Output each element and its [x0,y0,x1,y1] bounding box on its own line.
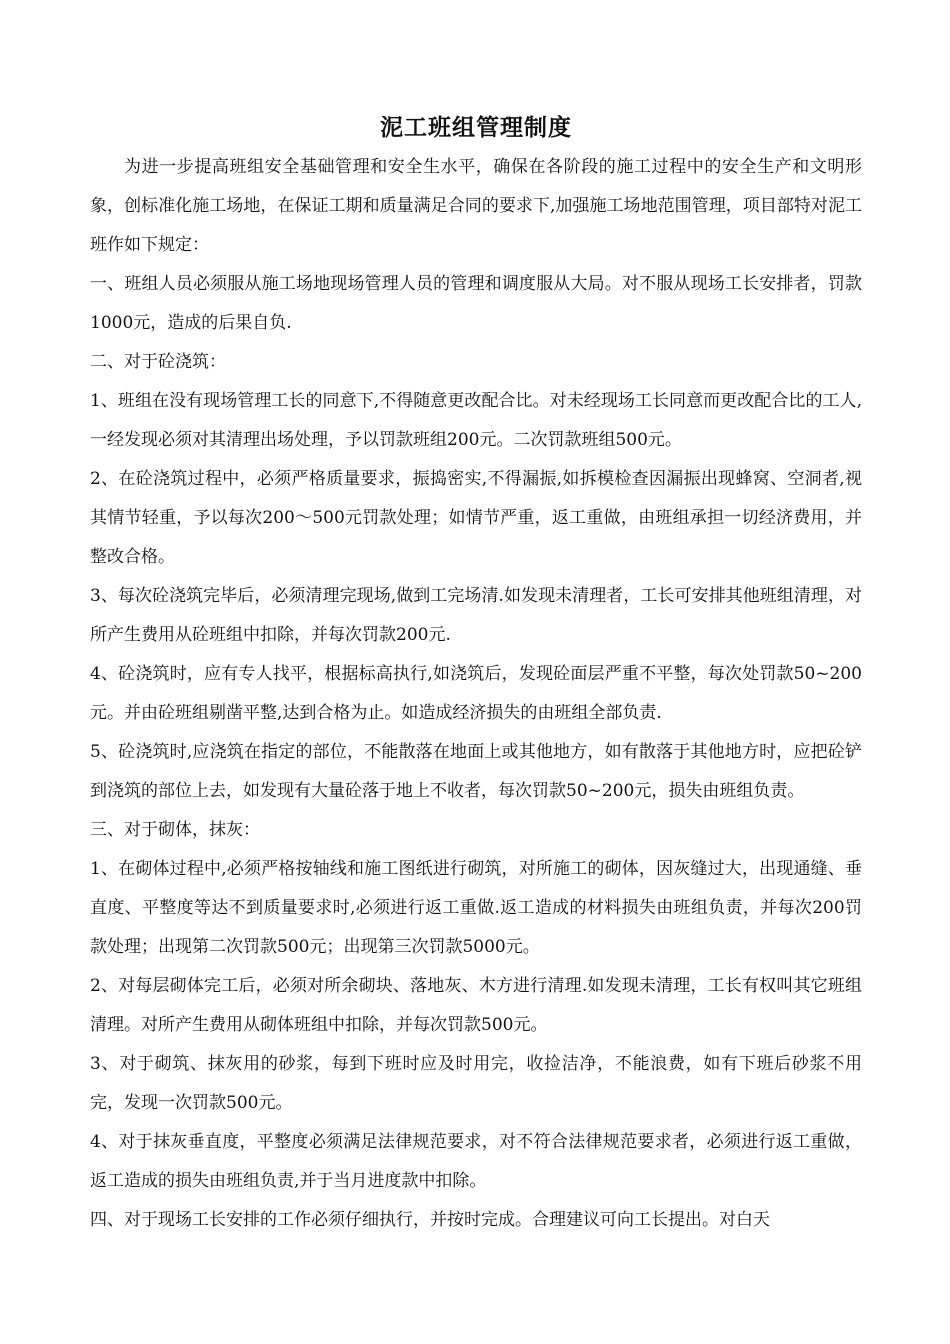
document-page [90,108,862,1240]
intro-paragraph: 为进一步提高班组安全基础管理和安全生水平，确保在各阶段的施工过程中的安全生产和文明形象，创标准化施工场地，在保证工期和质量满足合同的要求下,加强施工场地范围管理，项目部特对泥工班作如下规定： [90,157,862,255]
section-heading: 二、对于砼浇筑： [90,352,226,372]
rule-paragraph: 2、对每层砌体完工后，必须对所余砌块、落地灰、木方进行清理.如发现未清理，工长有权叫其它班组清理。对所产生费用从砌体班组中扣除，并每次罚款500元。 [90,976,862,1035]
rule-paragraph: 一、班组人员必须服从施工场地现场管理人员的管理和调度服从大局。对不服从现场工长安排者，罚款1000元，造成的后果自负. [90,274,862,333]
rule-paragraph: 4、对于抹灰垂直度，平整度必须满足法律规范要求，对不符合法律规范要求者，必须进行返工重做，返工造成的损失由班组负责,并于当月进度款中扣除。 [90,1132,862,1191]
rule-paragraph: 1、在砌体过程中,必须严格按轴线和施工图纸进行砌筑，对所施工的砌体，因灰缝过大，出现通缝、垂直度、平整度等达不到质量要求时,必须进行返工重做.返工造成的材料损失由班组负责，并每次200罚款处理；出现第二次罚款500元；出现第三次罚款5000元。 [90,859,862,957]
rule-paragraph: 5、砼浇筑时,应浇筑在指定的部位，不能散落在地面上或其他地方，如有散落于其他地方时，应把砼铲到浇筑的部位上去，如发现有大量砼落于地上不收者，每次罚款50~200元，损失由班组负责。 [90,742,862,801]
document-title: 泥工班组管理制度 [380,114,572,141]
rule-paragraph: 2、在砼浇筑过程中，必须严格质量要求，振捣密实,不得漏振,如拆模检查因漏振出现蜂窝、空洞者,视其情节轻重，予以每次200～500元罚款处理；如情节严重，返工重做，由班组承担一切经济费用，并整改合格。 [90,469,862,567]
rule-paragraph: 3、每次砼浇筑完毕后，必须清理完现场,做到工完场清.如发现未清理者，工长可安排其他班组清理，对所产生费用从砼班组中扣除，并每次罚款200元. [90,586,862,645]
rule-paragraph: 1、班组在没有现场管理工长的同意下,不得随意更改配合比。对未经现场工长同意而更改配合比的工人,一经发现必须对其清理出场处理，予以罚款班组200元。二次罚款班组500元。 [90,391,862,450]
rule-paragraph: 四、对于现场工长安排的工作必须仔细执行，并按时完成。合理建议可向工长提出。对白天 [90,1210,770,1230]
rule-paragraph: 4、砼浇筑时，应有专人找平，根据标高执行,如浇筑后，发现砼面层严重不平整，每次处罚款50~200元。并由砼班组剔凿平整,达到合格为止。如造成经济损失的由班组全部负责. [90,664,862,723]
rule-paragraph: 3、对于砌筑、抹灰用的砂浆，每到下班时应及时用完，收捡洁净，不能浪费，如有下班后砂浆不用完，发现一次罚款500元。 [90,1054,862,1113]
section-heading: 三、对于砌体，抹灰： [90,820,260,840]
